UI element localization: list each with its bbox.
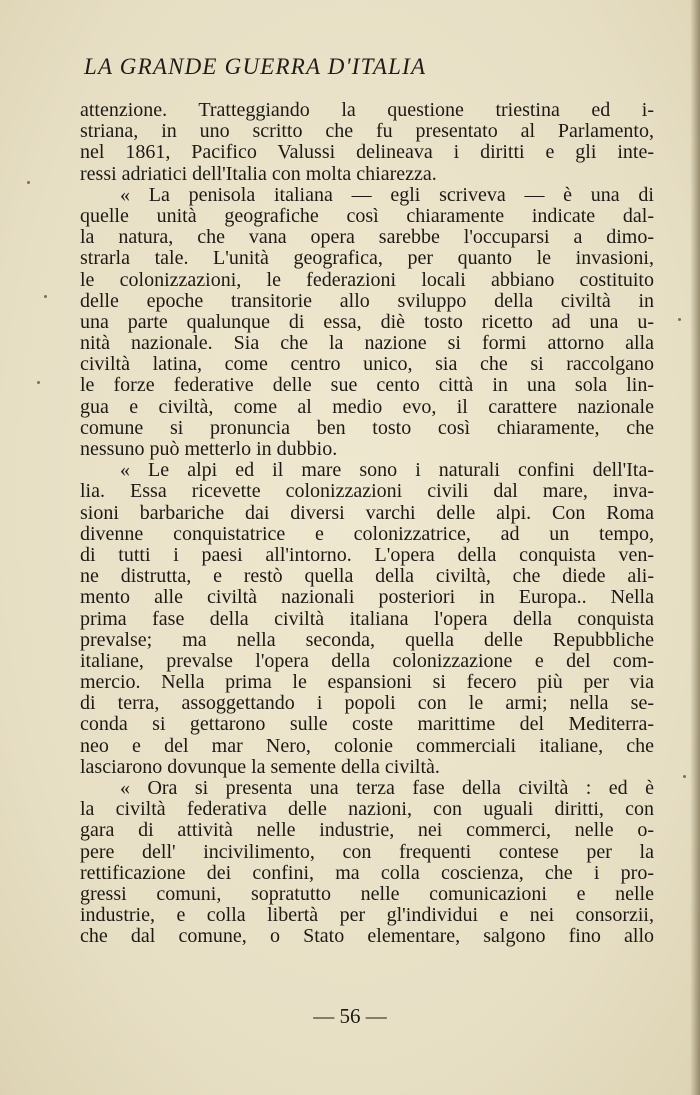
text-line: striana, in uno scritto che fu presentato al Parlamento, <box>80 121 654 143</box>
text-line: comune si pronuncia ben tosto così chiaramente, che <box>80 417 654 439</box>
text-line: prima fase della civiltà italiana l'opera della conquista <box>80 608 654 630</box>
text-line: di tutti i paesi all'intorno. L'opera della conquista ven- <box>80 544 654 566</box>
text-line: prevalse; ma nella seconda, quella delle Repubbliche <box>80 629 654 651</box>
paper-speck <box>44 295 47 298</box>
page-edge-shadow <box>690 0 700 1095</box>
text-line: italiane, prevalse l'opera della colonizzazione e del com- <box>80 650 654 672</box>
text-line: « La penisola italiana — egli scriveva — è una di <box>120 184 654 206</box>
text-line: sioni barbariche dai diversi varchi delle alpi. Con Roma <box>80 502 654 524</box>
text-line: pere dell' incivilimento, con frequenti contese per la <box>80 841 654 863</box>
running-head: LA GRANDE GUERRA D'ITALIA <box>84 54 427 79</box>
text-line: la natura, che vana opera sarebbe l'occuparsi a dimo- <box>80 227 654 249</box>
text-line: lasciarono dovunque la semente della civiltà. <box>80 756 440 778</box>
text-line: mento alle civiltà nazionali posteriori in Europa.. Nella <box>80 587 654 609</box>
text-line: neo e del mar Nero, colonie commerciali italiane, che <box>80 735 654 757</box>
text-line: mercio. Nella prima le espansioni si fecero più per via <box>80 672 654 694</box>
text-line: conda si gettarono sulle coste marittime del Mediterra- <box>80 714 654 736</box>
paper-speck <box>27 181 30 184</box>
text-line: divenne conquistatrice e colonizzatrice, ad un tempo, <box>80 523 654 545</box>
paper-speck <box>683 775 686 778</box>
page-number: — 56 — <box>313 1004 387 1028</box>
paper-speck <box>678 318 681 321</box>
text-line: gressi comuni, sopratutto nelle comunicazioni e nelle <box>80 883 654 905</box>
text-line: industrie, e colla libertà per gl'individui e nei consorzii, <box>80 905 654 927</box>
text-line: ressi adriatici dell'Italia con molta chiarezza. <box>80 163 437 185</box>
text-line: le colonizzazioni, le federazioni locali abbiano costituito <box>80 269 654 291</box>
body-text <box>80 100 654 948</box>
text-line: attenzione. Tratteggiando la questione triestina ed i- <box>80 100 654 121</box>
text-line: ne distrutta, e restò quella della civiltà, che diede ali- <box>80 566 654 588</box>
text-line: una parte qualunque di essa, diè tosto ricetto ad una u- <box>80 311 654 333</box>
text-line: di terra, assoggettando i popoli con le armi; nella se- <box>80 693 654 715</box>
text-line: lia. Essa ricevette colonizzazioni civili dal mare, inva- <box>80 481 654 503</box>
text-line: « Le alpi ed il mare sono i naturali confini dell'Ita- <box>120 460 654 482</box>
text-line: nel 1861, Pacifico Valussi delineava i diritti e gli inte- <box>80 142 654 164</box>
paper-speck <box>37 381 40 384</box>
text-line: nessuno può metterlo in dubbio. <box>80 439 338 460</box>
text-line: « Ora si presenta una terza fase della civiltà : ed è <box>120 778 654 799</box>
text-line: nità nazionale. Sia che la nazione si formi attorno alla <box>80 333 654 355</box>
text-line: la civiltà federativa delle nazioni, con uguali diritti, con <box>80 799 654 821</box>
text-line: rettificazione dei confini, ma colla coscienza, che i pro- <box>80 862 654 884</box>
text-line: delle epoche transitorie allo sviluppo della civiltà in <box>80 290 654 312</box>
text-line: le forze federative delle sue cento città in una sola lin- <box>80 375 654 397</box>
text-line: gua e civiltà, come al medio evo, il carattere nazionale <box>80 396 654 418</box>
text-line: che dal comune, o Stato elementare, salgono fino allo <box>80 926 654 948</box>
text-line: gara di attività nelle industrie, nei commerci, nelle o- <box>80 820 654 842</box>
text-line: strarla tale. L'unità geografica, per quanto le invasioni, <box>80 248 654 270</box>
text-line: civiltà latina, come centro unico, sia che si raccolgano <box>80 354 654 376</box>
text-line: quelle unità geografiche così chiaramente indicate dal- <box>80 205 654 227</box>
